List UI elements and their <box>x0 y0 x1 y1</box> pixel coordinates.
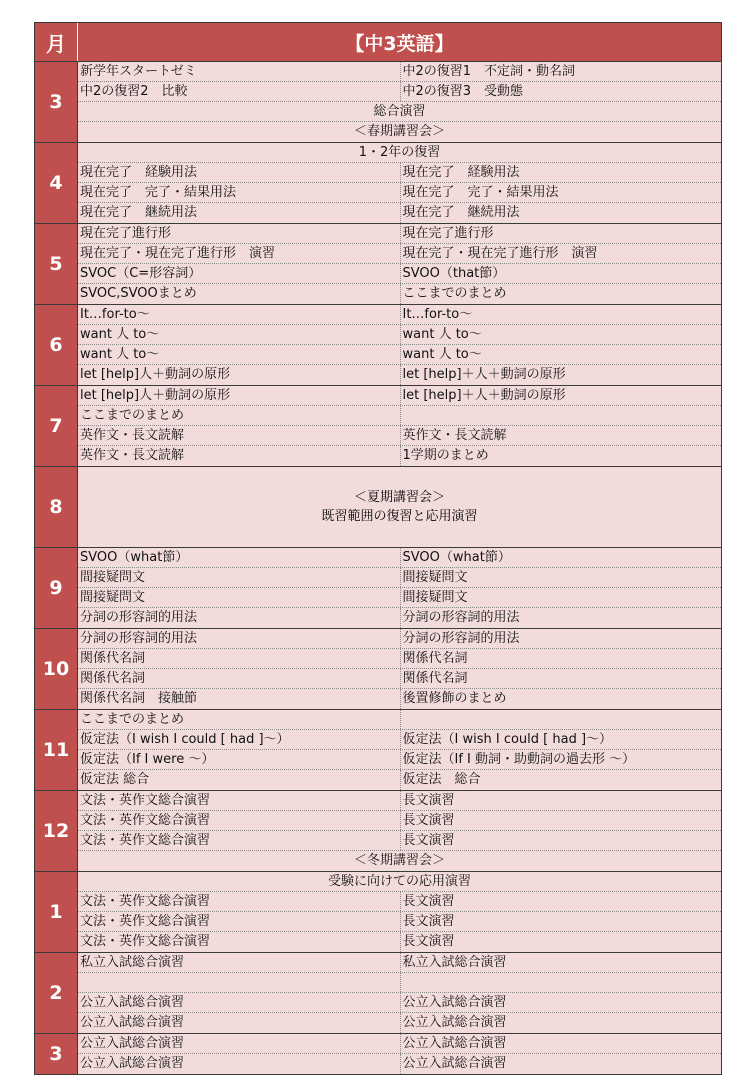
table-row <box>78 386 721 406</box>
table-row <box>78 224 721 244</box>
lesson-cell-left: 仮定法（I wish I could [ had ]～） <box>80 732 290 747</box>
table-row <box>78 305 721 325</box>
merged-cell: 受験に向けての応用演習 <box>327 874 471 889</box>
table-row <box>78 629 721 649</box>
table-row <box>78 264 721 284</box>
lesson-cell-right: 後置修飾のまとめ <box>400 689 722 709</box>
table-row <box>78 912 721 932</box>
lesson-cell-right: SVOO（that節） <box>400 264 722 283</box>
table-row <box>78 750 721 770</box>
lesson-cell-left: 現在完了・現在完了進行形 演習 <box>80 246 276 261</box>
table-row <box>78 872 721 892</box>
table-row <box>78 608 721 628</box>
table-row <box>78 993 721 1013</box>
merged-cell: 総合演習 <box>373 104 426 119</box>
lesson-cell-left: want 人 to～ <box>80 347 160 362</box>
table-row <box>78 426 721 446</box>
month-block <box>35 952 721 1033</box>
lesson-cell-left: 文法・英作文総合演習 <box>80 833 211 848</box>
month-block <box>35 142 721 223</box>
lesson-cell-right: 仮定法（If I 動詞・助動詞の過去形 ～） <box>400 750 722 769</box>
table-row <box>78 649 721 669</box>
lesson-cell-left: SVOC,SVOOまとめ <box>80 286 197 301</box>
merged-cell: ＜春期講習会＞ <box>353 124 445 139</box>
table-row <box>78 831 721 851</box>
lesson-cell-left: 公立入試総合演習 <box>80 1015 185 1030</box>
table-row <box>78 710 721 730</box>
curriculum-table <box>34 22 722 1075</box>
lesson-rows <box>78 548 721 628</box>
lesson-cell-left: 公立入試総合演習 <box>80 1056 185 1071</box>
lesson-cell-right: let [help]＋人＋動詞の原形 <box>400 386 722 405</box>
month-cell: 12 <box>35 791 78 871</box>
lesson-rows <box>78 62 721 142</box>
lesson-cell-right: 長文演習 <box>400 811 722 830</box>
lesson-cell-right: want 人 to～ <box>400 325 722 344</box>
lesson-cell-right: 間接疑問文 <box>400 588 722 607</box>
table-row <box>78 730 721 750</box>
table-row <box>78 62 721 82</box>
lesson-cell-left: 英作文・長文読解 <box>80 428 185 443</box>
lesson-cell-right: 中2の復習3 受動態 <box>400 82 722 101</box>
lesson-cell-left: 文法・英作文総合演習 <box>80 793 211 808</box>
lesson-cell-left: 現在完了 経験用法 <box>80 165 198 180</box>
table-row <box>78 548 721 568</box>
month-cell: 6 <box>35 305 78 385</box>
month-cell: 1 <box>35 872 78 952</box>
lesson-cell-right: 関係代名詞 <box>400 649 722 668</box>
month-cell: 3 <box>35 1034 78 1074</box>
merged-cell: ＜冬期講習会＞ <box>353 853 445 868</box>
table-row <box>78 568 721 588</box>
lesson-cell-left: 仮定法（If I were ～） <box>80 752 215 767</box>
lesson-rows <box>78 467 721 547</box>
lesson-cell-left: 中2の復習2 比較 <box>80 84 188 99</box>
lesson-cell-right: 現在完了進行形 <box>400 224 722 243</box>
table-row <box>78 345 721 365</box>
table-row <box>78 122 721 142</box>
lesson-cell-right: 現在完了・現在完了進行形 演習 <box>400 244 722 263</box>
table-row <box>78 203 721 223</box>
lesson-cell-left: 分詞の形容詞的用法 <box>80 631 198 646</box>
table-row <box>78 183 721 203</box>
lesson-cell-right: 長文演習 <box>400 912 722 931</box>
lesson-rows <box>78 791 721 871</box>
lesson-cell-right: 分詞の形容詞的用法 <box>400 608 722 628</box>
table-row <box>78 973 721 993</box>
lesson-cell-left: 英作文・長文読解 <box>80 448 185 463</box>
lesson-cell-left: 関係代名詞 <box>80 671 146 686</box>
lesson-cell-left: SVOO（what節） <box>80 550 189 565</box>
lesson-cell-right: 私立入試総合演習 <box>400 953 722 972</box>
table-row <box>78 1013 721 1033</box>
table-row <box>78 689 721 709</box>
lesson-cell-left: 公立入試総合演習 <box>80 995 185 1010</box>
lesson-cell-left: want 人 to～ <box>80 327 160 342</box>
lesson-cell-left: SVOC（C=形容詞） <box>80 266 202 281</box>
month-cell: 4 <box>35 143 78 223</box>
month-block <box>35 1033 721 1074</box>
session-text: 既習範囲の復習と応用演習 <box>321 509 478 524</box>
table-row <box>78 851 721 871</box>
lesson-rows <box>78 953 721 1033</box>
lesson-rows <box>78 386 721 466</box>
month-cell: 8 <box>35 467 78 547</box>
lesson-rows <box>78 710 721 790</box>
month-block <box>35 790 721 871</box>
month-cell: 10 <box>35 629 78 709</box>
month-cell: 3 <box>35 62 78 142</box>
lesson-cell-left: 文法・英作文総合演習 <box>80 914 211 929</box>
month-block <box>35 871 721 952</box>
month-block <box>35 223 721 304</box>
lesson-cell-right: 仮定法 総合 <box>400 770 722 790</box>
month-block <box>35 628 721 709</box>
lesson-cell-right: It…for-to～ <box>400 305 722 324</box>
lesson-cell-right: 公立入試総合演習 <box>400 1054 722 1074</box>
lesson-rows <box>78 224 721 304</box>
lesson-cell-left: 新学年スタートゼミ <box>80 64 197 79</box>
table-row <box>78 102 721 122</box>
lesson-cell-right <box>400 710 722 729</box>
month-block <box>35 304 721 385</box>
table-row <box>78 811 721 831</box>
lesson-cell-left: ここまでのまとめ <box>80 408 185 423</box>
lesson-cell-right: 現在完了 完了・結果用法 <box>400 183 722 202</box>
table-row <box>78 669 721 689</box>
lesson-cell-right: 現在完了 継続用法 <box>400 203 722 223</box>
lesson-cell-left: It…for-to～ <box>80 307 150 322</box>
lesson-cell-left: let [help]人＋動詞の原形 <box>80 388 231 403</box>
month-column-header: 月 <box>35 23 78 61</box>
lesson-cell-right: 間接疑問文 <box>400 568 722 587</box>
table-row <box>78 892 721 912</box>
month-cell: 2 <box>35 953 78 1033</box>
lesson-cell-right: 分詞の形容詞的用法 <box>400 629 722 648</box>
table-title: 【中3英語】 <box>345 32 454 55</box>
table-row <box>78 932 721 952</box>
lesson-cell-right: 現在完了 経験用法 <box>400 163 722 182</box>
lesson-cell-right: SVOO（what節） <box>400 548 722 567</box>
lesson-cell-right: 長文演習 <box>400 932 722 952</box>
lesson-cell-right: 英作文・長文読解 <box>400 426 722 445</box>
lesson-cell-right <box>400 406 722 425</box>
month-cell: 7 <box>35 386 78 466</box>
lesson-cell-right: 長文演習 <box>400 791 722 810</box>
lesson-cell-right: let [help]＋人＋動詞の原形 <box>400 365 722 385</box>
table-row <box>78 406 721 426</box>
table-row <box>78 284 721 304</box>
summer-session-cell <box>78 467 721 547</box>
lesson-cell-right: 公立入試総合演習 <box>400 1034 722 1053</box>
table-row <box>78 953 721 973</box>
table-body <box>35 61 721 1074</box>
lesson-rows <box>78 305 721 385</box>
lesson-cell-right <box>400 973 722 992</box>
table-row <box>78 1034 721 1054</box>
lesson-cell-left: 関係代名詞 接触節 <box>80 691 198 706</box>
lesson-cell-right: 長文演習 <box>400 892 722 911</box>
table-row <box>78 244 721 264</box>
month-cell: 11 <box>35 710 78 790</box>
lesson-cell-right: 公立入試総合演習 <box>400 1013 722 1033</box>
table-row <box>78 791 721 811</box>
lesson-cell-right: 関係代名詞 <box>400 669 722 688</box>
lesson-cell-left <box>78 973 400 992</box>
merged-cell: 1・2年の復習 <box>358 145 441 160</box>
month-block <box>35 61 721 142</box>
lesson-cell-right: 仮定法（I wish I could [ had ]～） <box>400 730 722 749</box>
table-row <box>78 163 721 183</box>
lesson-cell-left: 現在完了 完了・結果用法 <box>80 185 237 200</box>
lesson-cell-left: let [help]人＋動詞の原形 <box>80 367 231 382</box>
lesson-rows <box>78 629 721 709</box>
lesson-cell-left: 関係代名詞 <box>80 651 146 666</box>
month-block <box>35 466 721 547</box>
month-cell: 5 <box>35 224 78 304</box>
lesson-cell-right: want 人 to～ <box>400 345 722 364</box>
lesson-cell-left: 公立入試総合演習 <box>80 1036 185 1051</box>
month-block <box>35 385 721 466</box>
table-row <box>78 365 721 385</box>
lesson-cell-left: 文法・英作文総合演習 <box>80 813 211 828</box>
lesson-cell-right: 中2の復習1 不定詞・動名詞 <box>400 62 722 81</box>
lesson-cell-left: ここまでのまとめ <box>80 712 185 727</box>
table-row <box>78 588 721 608</box>
session-text: ＜夏期講習会＞ <box>353 490 445 505</box>
lesson-cell-left: 現在完了 継続用法 <box>80 205 198 220</box>
lesson-cell-right: 長文演習 <box>400 831 722 850</box>
lesson-cell-left: 仮定法 総合 <box>80 772 150 787</box>
table-row <box>78 325 721 345</box>
table-row <box>78 770 721 790</box>
table-row <box>78 1054 721 1074</box>
lesson-rows <box>78 143 721 223</box>
lesson-cell-right: 1学期のまとめ <box>400 446 722 466</box>
lesson-cell-left: 分詞の形容詞的用法 <box>80 610 198 625</box>
month-block <box>35 547 721 628</box>
lesson-cell-right: 公立入試総合演習 <box>400 993 722 1012</box>
lesson-cell-left: 間接疑問文 <box>80 570 146 585</box>
lesson-cell-left: 間接疑問文 <box>80 590 146 605</box>
table-row <box>78 82 721 102</box>
month-cell: 9 <box>35 548 78 628</box>
table-header <box>35 23 721 61</box>
lesson-cell-left: 文法・英作文総合演習 <box>80 934 211 949</box>
lesson-rows <box>78 872 721 952</box>
lesson-cell-left: 現在完了進行形 <box>80 226 172 241</box>
lesson-cell-left: 私立入試総合演習 <box>80 955 185 970</box>
lesson-cell-right: ここまでのまとめ <box>400 284 722 304</box>
table-row <box>78 143 721 163</box>
month-block <box>35 709 721 790</box>
lesson-cell-left: 文法・英作文総合演習 <box>80 894 211 909</box>
table-row <box>78 446 721 466</box>
lesson-rows <box>78 1034 721 1074</box>
